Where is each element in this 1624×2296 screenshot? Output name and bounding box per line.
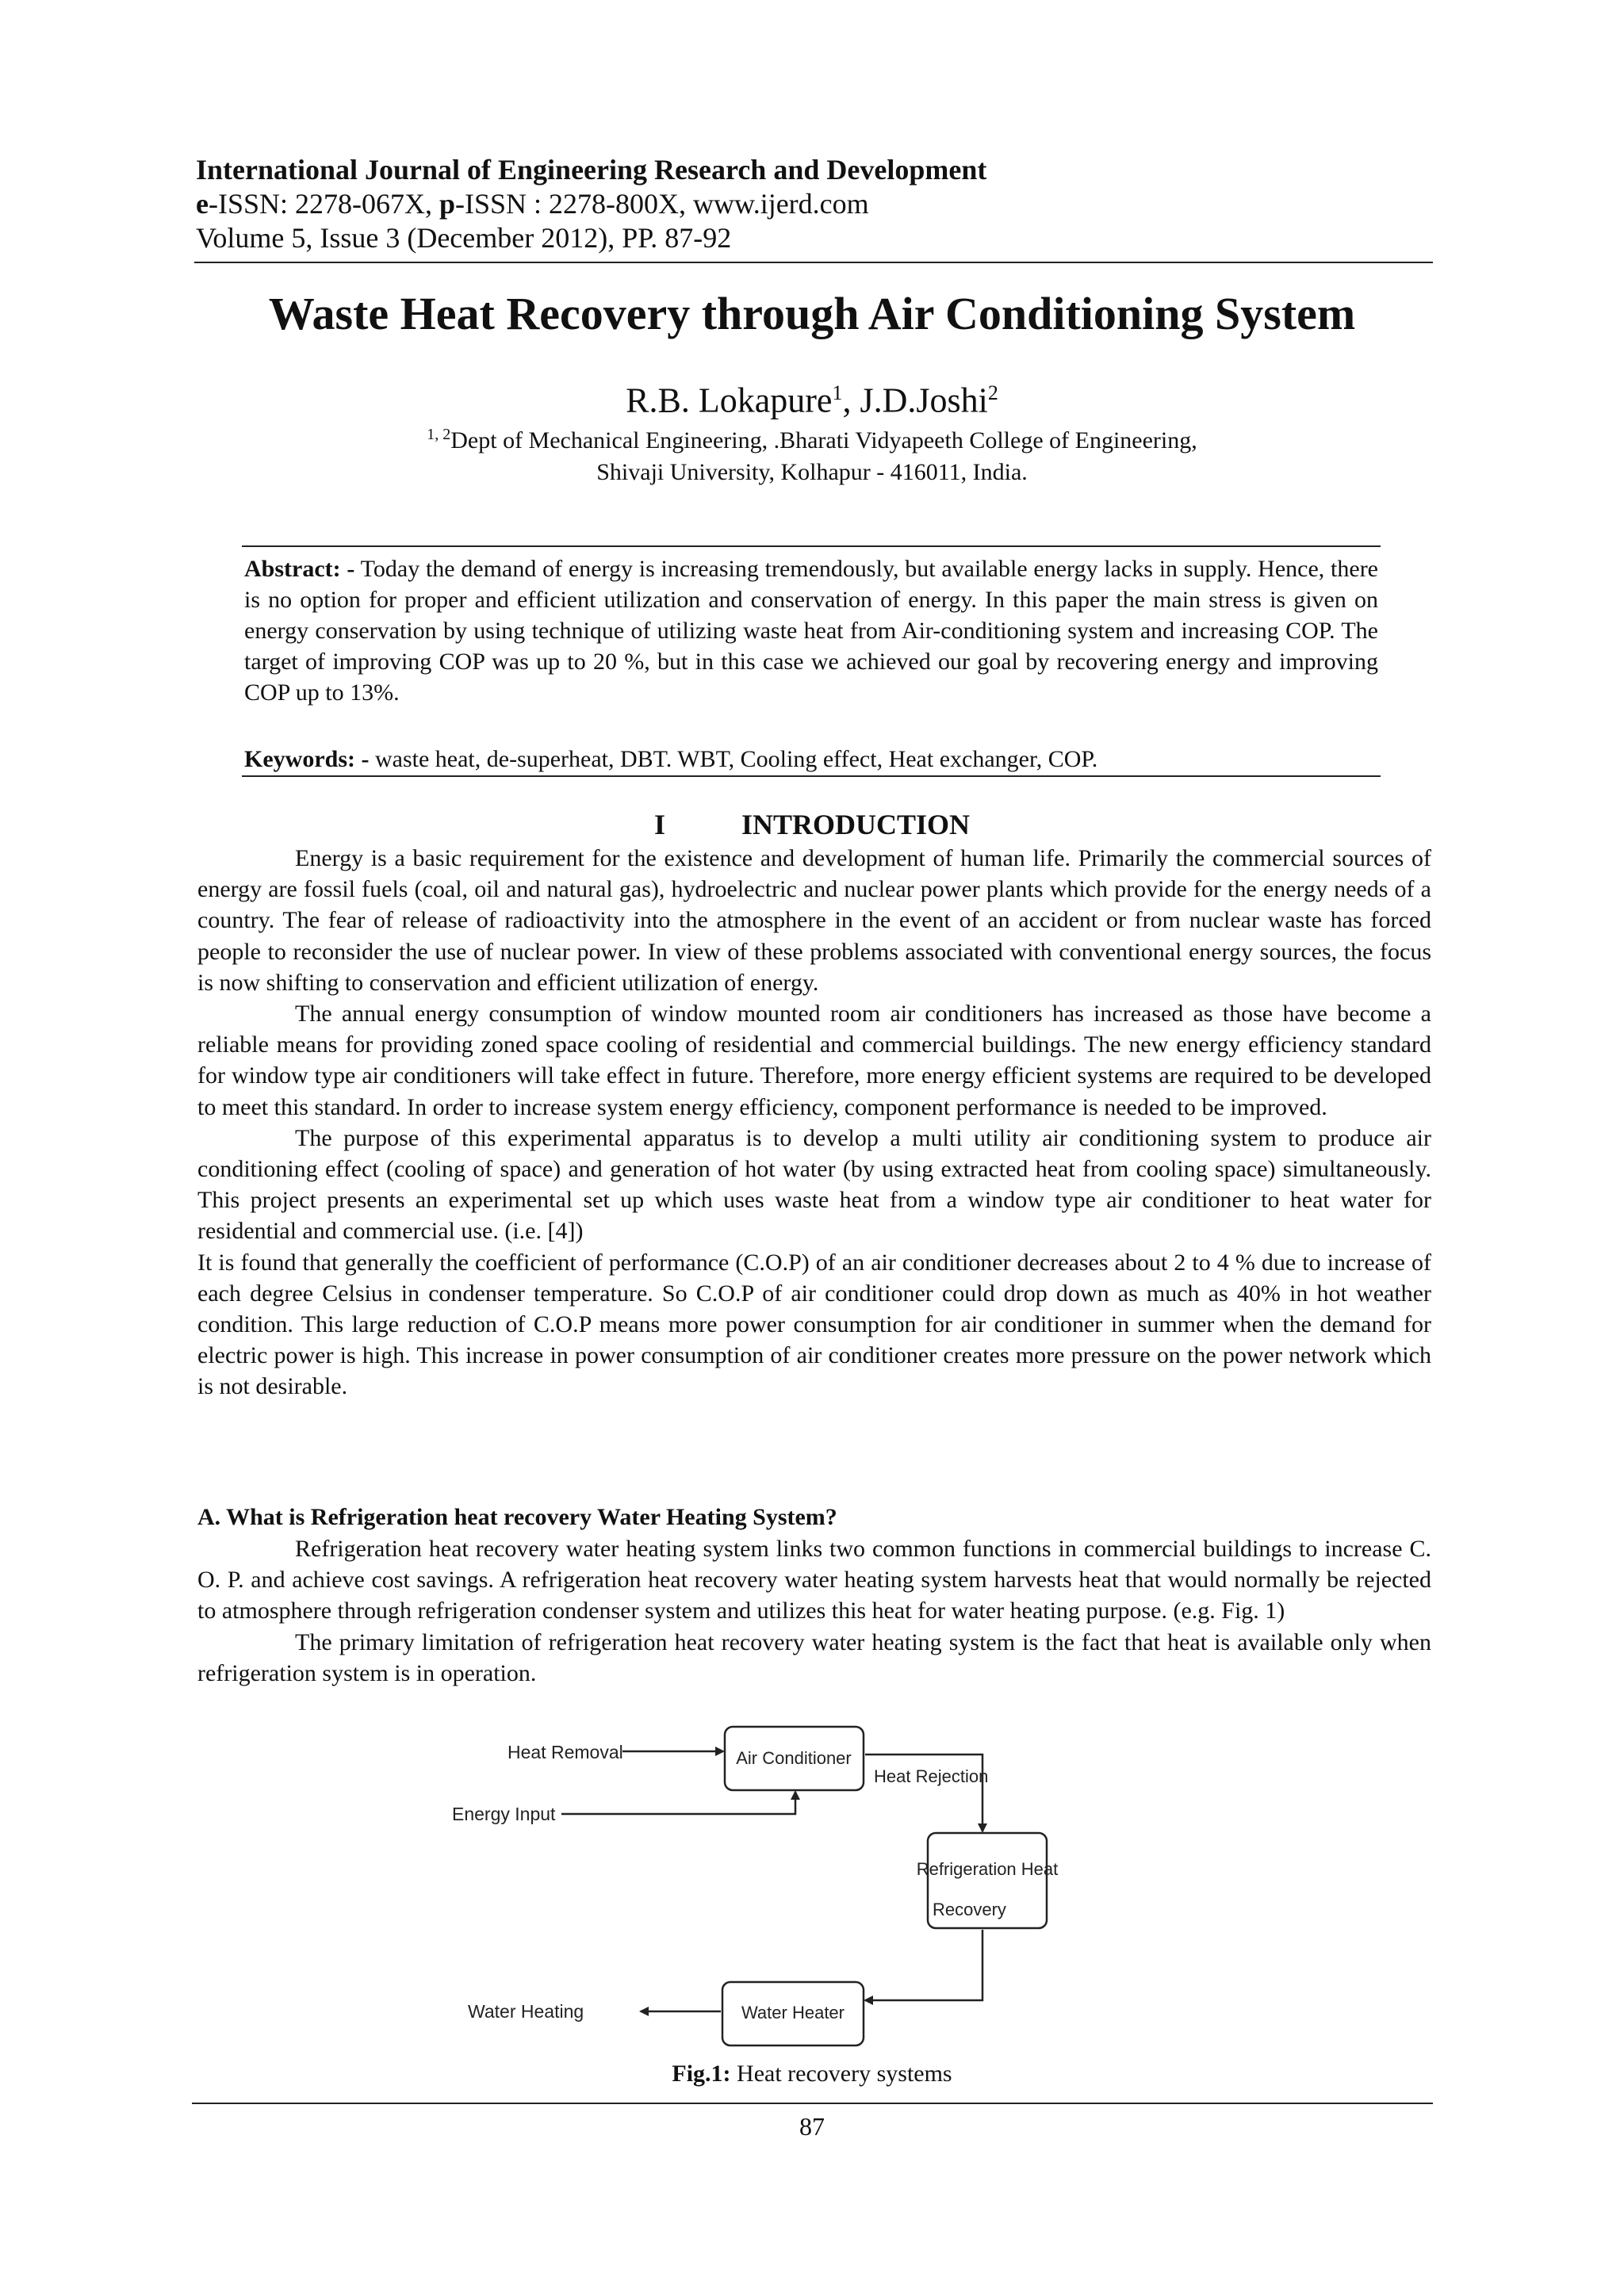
paper-authors: R.B. Lokapure$^1$, J.D.Joshi$^2$ [626,381,998,420]
paragraph: The annual energy consumption of window mounted room air conditioners has increased as those have become a reliable means for providing zoned space cooling of residential and commercial buildings. The new energy efficiency standard for window type air conditioners will take effect in future. Therefore, more energy efficient systems are required to be developed to meet this standard. In order to increase system energy efficiency, component performance is needed to be improved. [197,1001,1431,1120]
water-heating-label: Water Heating [468,2001,584,2022]
journal-issn: e-ISSN: 2278-067X, p-ISSN : 2278-800X, www.ijerd.com [196,188,869,220]
paragraph: Refrigeration heat recovery water heating system links two common functions in commercial buildings to increase C. O. P. and achieve cost savings. A refrigeration heat recovery water heating system harvests heat that would normally be rejected to atmosphere through refrigeration condenser system and utilizes this heat for water heating purpose. (e.g. Fig. 1) [197,1536,1431,1624]
refrigeration-heat-recovery-label-2: Recovery [933,1900,1006,1919]
abstract-top-rule [242,545,1381,547]
figure-caption: Fig.1: Heat recovery systems [672,2061,952,2087]
abstract: Abstract: - Today the demand of energy is increasing tremendously, but available energy lacks in supply. Hence, there is no option for proper and efficient utilization and conservation of energy. In this paper the main stress is given on energy conservation by using technique of utilizing waste heat from Air-conditioning system and increasing COP. The target of improving COP was up to 20 %, but in this case we achieved our goal by recovering energy and improving COP up to 13%. [244,556,1378,706]
keywords: Keywords: - waste heat, de-superheat, DBT. WBT, Cooling effect, Heat exchanger, COP. [244,746,1098,772]
energy-input-arrow [561,1792,795,1814]
recovery-to-heater-arrow [865,1930,982,2000]
paragraph: The primary limitation of refrigeration heat recovery water heating system is the fact that heat is available only when refrigeration system is in operation. [197,1628,1431,1686]
paragraph: The purpose of this experimental apparatus is to develop a multi utility air conditioning system to produce air conditioning effect (cooling of space) and generation of hot water (by using extracted heat from cooling space) simultaneously. This project presents an experimental set up which uses waste heat from a window type air conditioner to heat water for residential and commercial use. (i.e. [4]) [197,1124,1431,1245]
energy-input-label: Energy Input [452,1804,556,1824]
water-heater-label: Water Heater [741,2003,845,2022]
journal-name: International Journal of Engineering Research and Development [196,154,987,186]
subsection-body [197,1533,1431,1689]
paper-title: Waste Heat Recovery through Air Conditioning System [268,288,1356,339]
paragraph: It is found that generally the coefficient of performance (C.O.P) of an air conditioner decreases about 2 to 4 % due to increase of each degree Celsius in condenser temperature. So C.O.P of air conditioner could drop down as much as 40% in hot weather condition. This large reduction of C.O.P means more power consumption for air conditioner in summer when the demand for electric power is high. This increase in power consumption of air conditioner creates more pressure on the power network which is not desirable. [197,1249,1431,1400]
paragraph: Energy is a basic requirement for the existence and development of human life. Primarily the commercial sources of energy are fossil fuels (coal, oil and natural gas), hydroelectric and nuclear power plants which provide for the energy needs of a country. The fear of release of radioactivity into the atmosphere in the event of an accident or from nuclear waste has forced people to reconsider the use of nuclear power. In view of these problems associated with conventional energy sources, the focus is now shifting to conservation and efficient utilization of energy. [197,845,1431,996]
heat-rejection-label: Heat Rejection [874,1766,989,1786]
footer-divider [192,2103,1433,2104]
abstract-bottom-rule [242,775,1381,777]
section-heading-introduction: I INTRODUCTION [653,809,971,840]
header-divider [194,262,1433,263]
subsection-heading: A. What is Refrigeration heat recovery Water Heating System? [197,1504,837,1530]
refrigeration-heat-recovery-label: Refrigeration Heat [916,1859,1059,1879]
air-conditioner-label: Air Conditioner [736,1748,852,1768]
heat-removal-label: Heat Removal [508,1742,623,1762]
page-number: 87 [799,2112,825,2141]
introduction-body [197,843,1431,1402]
figure-heat-recovery-diagram [444,1712,1158,2061]
journal-volume: Volume 5, Issue 3 (December 2012), PP. 87-92 [196,222,732,254]
journal-header [196,153,1433,255]
paper-affiliation: $^{1, 2}$Dept of Mechanical Engineering, .Bharati Vidyapeeth College of Engineering, Shivaji University, Kolhapur - 416011, India. [427,426,1197,485]
